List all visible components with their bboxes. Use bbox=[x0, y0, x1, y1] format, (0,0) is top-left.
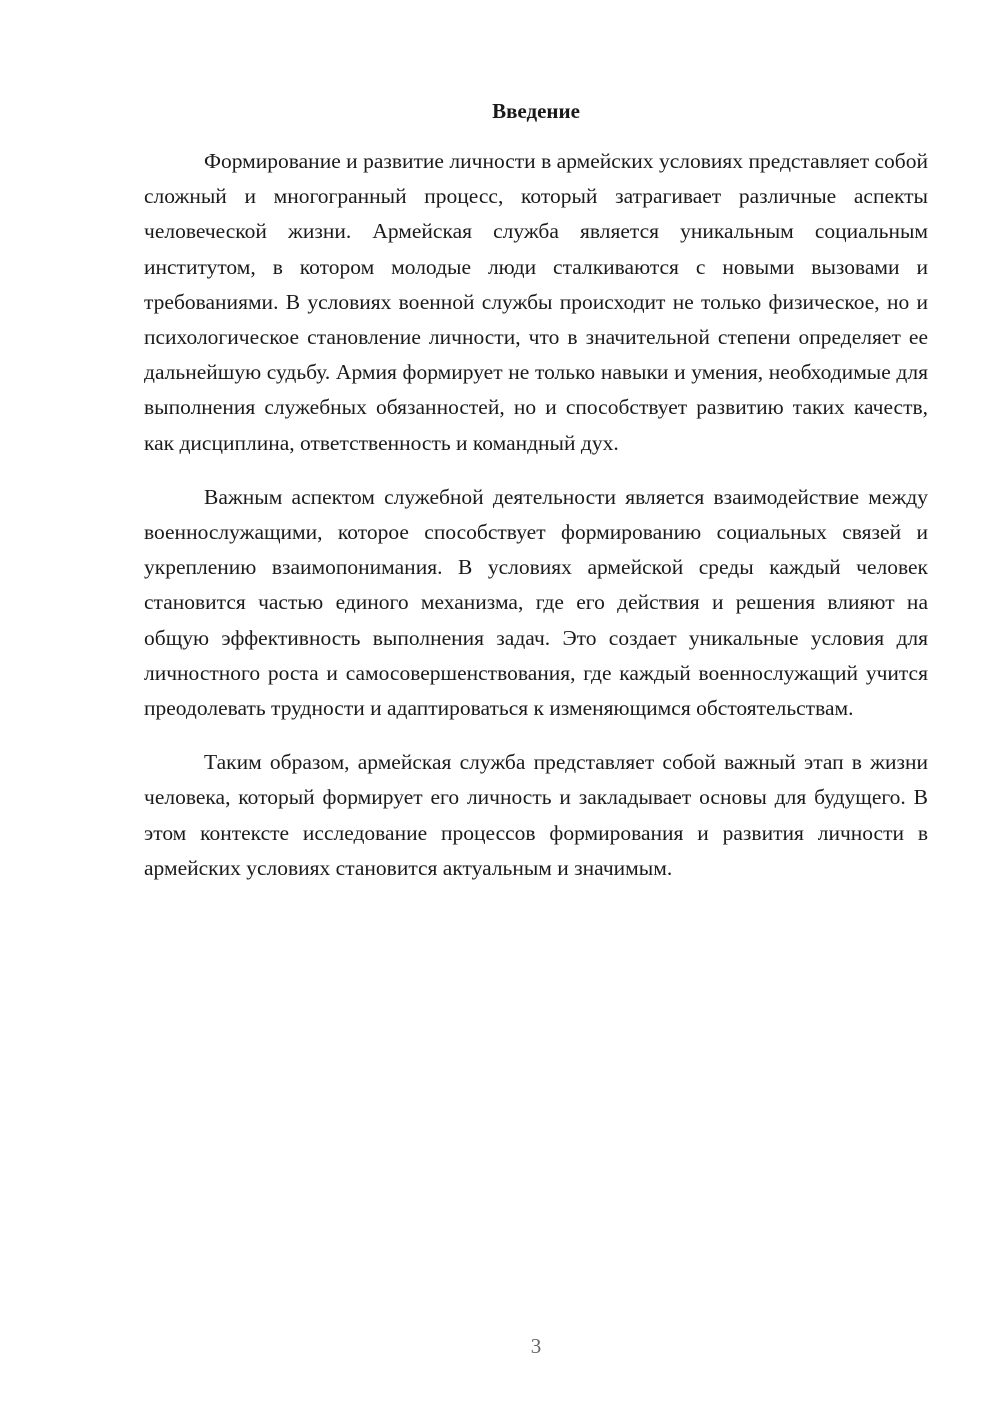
paragraph-3: Таким образом, армейская служба представляет собой важный этап в жизни человека, который формирует его личность и закладывает основы для будущего. В этом контексте исследование процессов формирования и развития личности в армейских условиях становится актуальным и значимым. bbox=[144, 750, 928, 880]
paragraph-2: Важным аспектом служебной деятельности является взаимодействие между военнослужащими, которое способствует формированию социальных связей и укреплению взаимопонимания. В условиях армейской среды каждый человек становится частью единого механизма, где его действия и решения влияют на общую эффективность выполнения задач. Это создает уникальные условия для личностного роста и самосовершенствования, где каждый военнослужащий учится преодолевать трудности и адаптироваться к изменяющимся обстоятельствам. bbox=[144, 484, 928, 721]
section-heading: Введение bbox=[492, 99, 580, 123]
document-page bbox=[144, 96, 928, 905]
paragraph-1: Формирование и развитие личности в армейских условиях представляет собой сложный и многогранный процесс, который затрагивает различные аспекты человеческой жизни. Армейская служба является уникальным социальным институтом, в котором молодые люди сталкиваются с новыми вызовами и требованиями. В условиях военной службы происходит не только физическое, но и психологическое становление личности, что в значительной степени определяет ее дальнейшую судьбу. Армия формирует не только навыки и умения, необходимые для выполнения служебных обязанностей, но и способствует развитию таких качеств, как дисциплина, ответственность и командный дух. bbox=[144, 149, 928, 455]
page-number: 3 bbox=[530, 1334, 542, 1358]
